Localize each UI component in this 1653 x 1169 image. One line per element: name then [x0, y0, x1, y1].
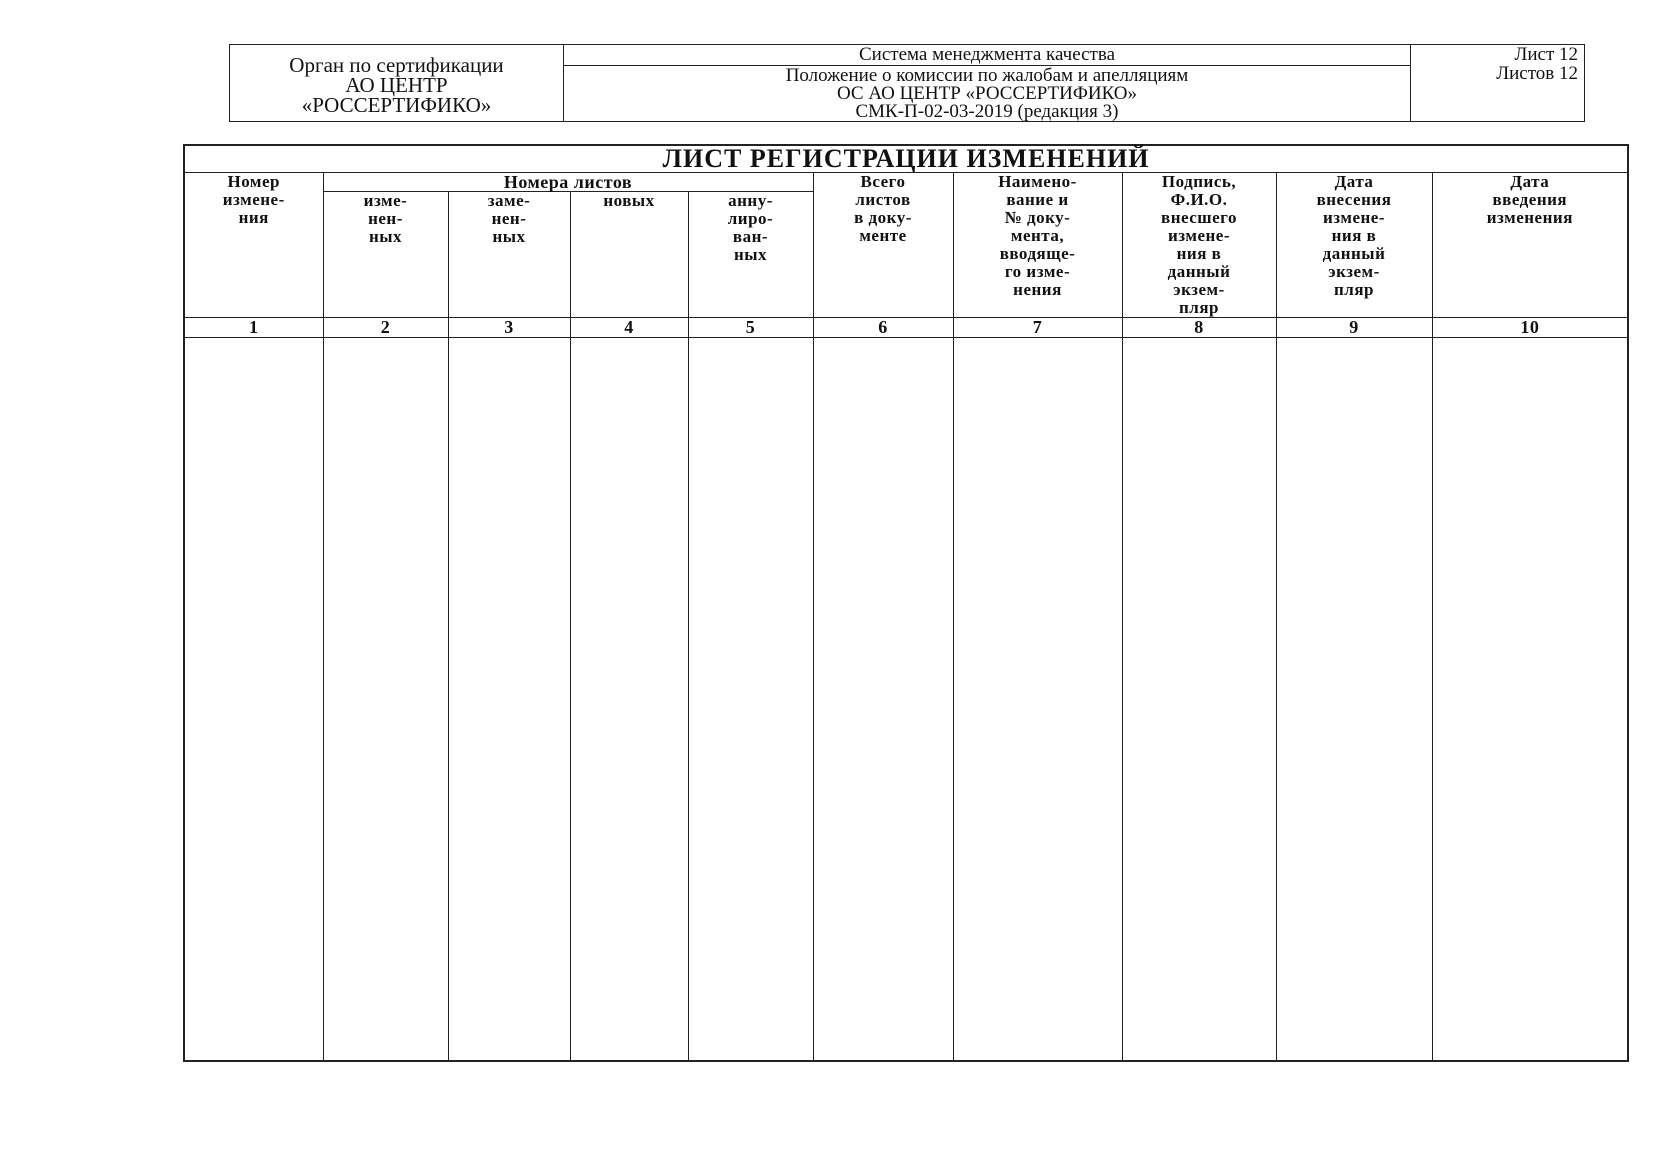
header-text-line: анну-: [728, 191, 773, 211]
header-text-line: введения: [1492, 190, 1568, 209]
document-name-line-1: Положение о комиссии по жалобам и апелляциям: [785, 65, 1189, 86]
header-date-introduced: [1432, 173, 1628, 318]
entry-cell[interactable]: [1122, 338, 1276, 1062]
quality-system-title: Система менеджмента качества: [564, 45, 1410, 66]
org-line-1: Орган по сертификации: [289, 53, 504, 77]
sheet-number: Лист 12: [1514, 44, 1578, 65]
column-number-4: 4: [570, 318, 688, 338]
entry-cell[interactable]: [570, 338, 688, 1062]
column-number-8: 8: [1122, 318, 1276, 338]
column-number-5: 5: [688, 318, 813, 338]
header-date-entered: [1276, 173, 1432, 318]
document-title-cell: [564, 45, 1411, 122]
header-text-line: ных: [368, 227, 403, 247]
column-number-6: 6: [813, 318, 953, 338]
header-change-number: [184, 173, 323, 318]
table-title: ЛИСТ РЕГИСТРАЦИИ ИЗМЕНЕНИЙ: [184, 145, 1628, 173]
header-text-line: изменения: [1486, 208, 1573, 227]
entry-cell[interactable]: [688, 338, 813, 1062]
change-registration-table: [183, 144, 1629, 1062]
header-text-line: Дата: [1334, 172, 1374, 191]
header-text-line: нен-: [491, 209, 527, 229]
header-annulled-sheets: [688, 192, 813, 318]
header-text-line: ных: [733, 245, 768, 265]
header-text-line: го изме-: [1004, 262, 1071, 281]
column-number-1: 1: [184, 318, 323, 338]
header-text-line: пляр: [1334, 280, 1374, 299]
header-text-line: изме-: [363, 191, 408, 211]
header-text-line: ван-: [732, 227, 769, 247]
header-text-line: в доку-: [854, 208, 912, 227]
header-sheet-numbers-group: Номера листов: [323, 173, 813, 192]
header-text-line: Дата: [1510, 172, 1550, 191]
header-text-line: измене-: [1322, 208, 1385, 227]
header-new-sheets: [570, 192, 688, 318]
entry-cell[interactable]: [1432, 338, 1628, 1062]
org-line-2: АО ЦЕНТР: [345, 73, 448, 97]
header-text-line: пляр: [1179, 298, 1219, 317]
header-replaced-sheets: [448, 192, 570, 318]
certification-body-cell: [230, 45, 564, 122]
header-signature: [1122, 173, 1276, 318]
header-changed-sheets: [323, 192, 448, 318]
entry-cell[interactable]: [323, 338, 448, 1062]
document-name-line-2: ОС АО ЦЕНТР «РОССЕРТИФИКО»: [836, 83, 1138, 104]
entry-cell[interactable]: [953, 338, 1122, 1062]
header-text-line: Подпись,: [1161, 172, 1237, 191]
header-text-line: данный: [1322, 244, 1386, 263]
header-text-line: ных: [492, 227, 526, 247]
column-number-3: 3: [448, 318, 570, 338]
header-text-line: Номер: [227, 172, 280, 191]
header-text-line: измене-: [1167, 226, 1230, 245]
header-text-line: ния в: [1331, 226, 1377, 245]
entry-cell[interactable]: [184, 338, 323, 1062]
header-text-line: экзем-: [1173, 280, 1225, 299]
entry-cell[interactable]: [1276, 338, 1432, 1062]
header-text-line: заме-: [487, 191, 531, 211]
header-text-line: данный: [1167, 262, 1231, 281]
header-text-line: измене-: [222, 190, 285, 209]
header-document-name: [953, 173, 1122, 318]
entry-cell[interactable]: [448, 338, 570, 1062]
header-text-line: ния в: [1176, 244, 1222, 263]
header-text-line: Наимено-: [998, 172, 1077, 191]
sheets-total: Листов 12: [1496, 63, 1578, 84]
document-header: [229, 44, 1585, 122]
header-text-line: листов: [855, 190, 911, 209]
header-text-line: Всего: [860, 172, 906, 191]
column-number-2: 2: [323, 318, 448, 338]
header-text-line: ния: [238, 208, 269, 227]
header-text-line: вание и: [1006, 190, 1069, 209]
column-number-9: 9: [1276, 318, 1432, 338]
header-text-line: лиро-: [727, 209, 774, 229]
column-number-7: 7: [953, 318, 1122, 338]
header-text-line: Ф.И.О.: [1170, 190, 1228, 209]
entry-cell[interactable]: [813, 338, 953, 1062]
org-line-3: «РОССЕРТИФИКО»: [301, 93, 492, 117]
sheet-info-cell: [1411, 45, 1585, 122]
document-code: СМК-П-02-03-2019 (редакция 3): [855, 101, 1119, 122]
header-text-line: внесшего: [1161, 208, 1237, 227]
header-text-line: менте: [859, 226, 907, 245]
header-text-line: вводяще-: [999, 244, 1076, 263]
header-text-line: новых: [603, 191, 655, 211]
header-text-line: № доку-: [1004, 208, 1071, 227]
header-text-line: экзем-: [1328, 262, 1380, 281]
header-text-line: мента,: [1010, 226, 1065, 245]
header-text-line: нен-: [368, 209, 403, 229]
column-number-10: 10: [1432, 318, 1628, 338]
header-text-line: нения: [1013, 280, 1062, 299]
header-text-line: внесения: [1316, 190, 1392, 209]
header-total-sheets: [813, 173, 953, 318]
